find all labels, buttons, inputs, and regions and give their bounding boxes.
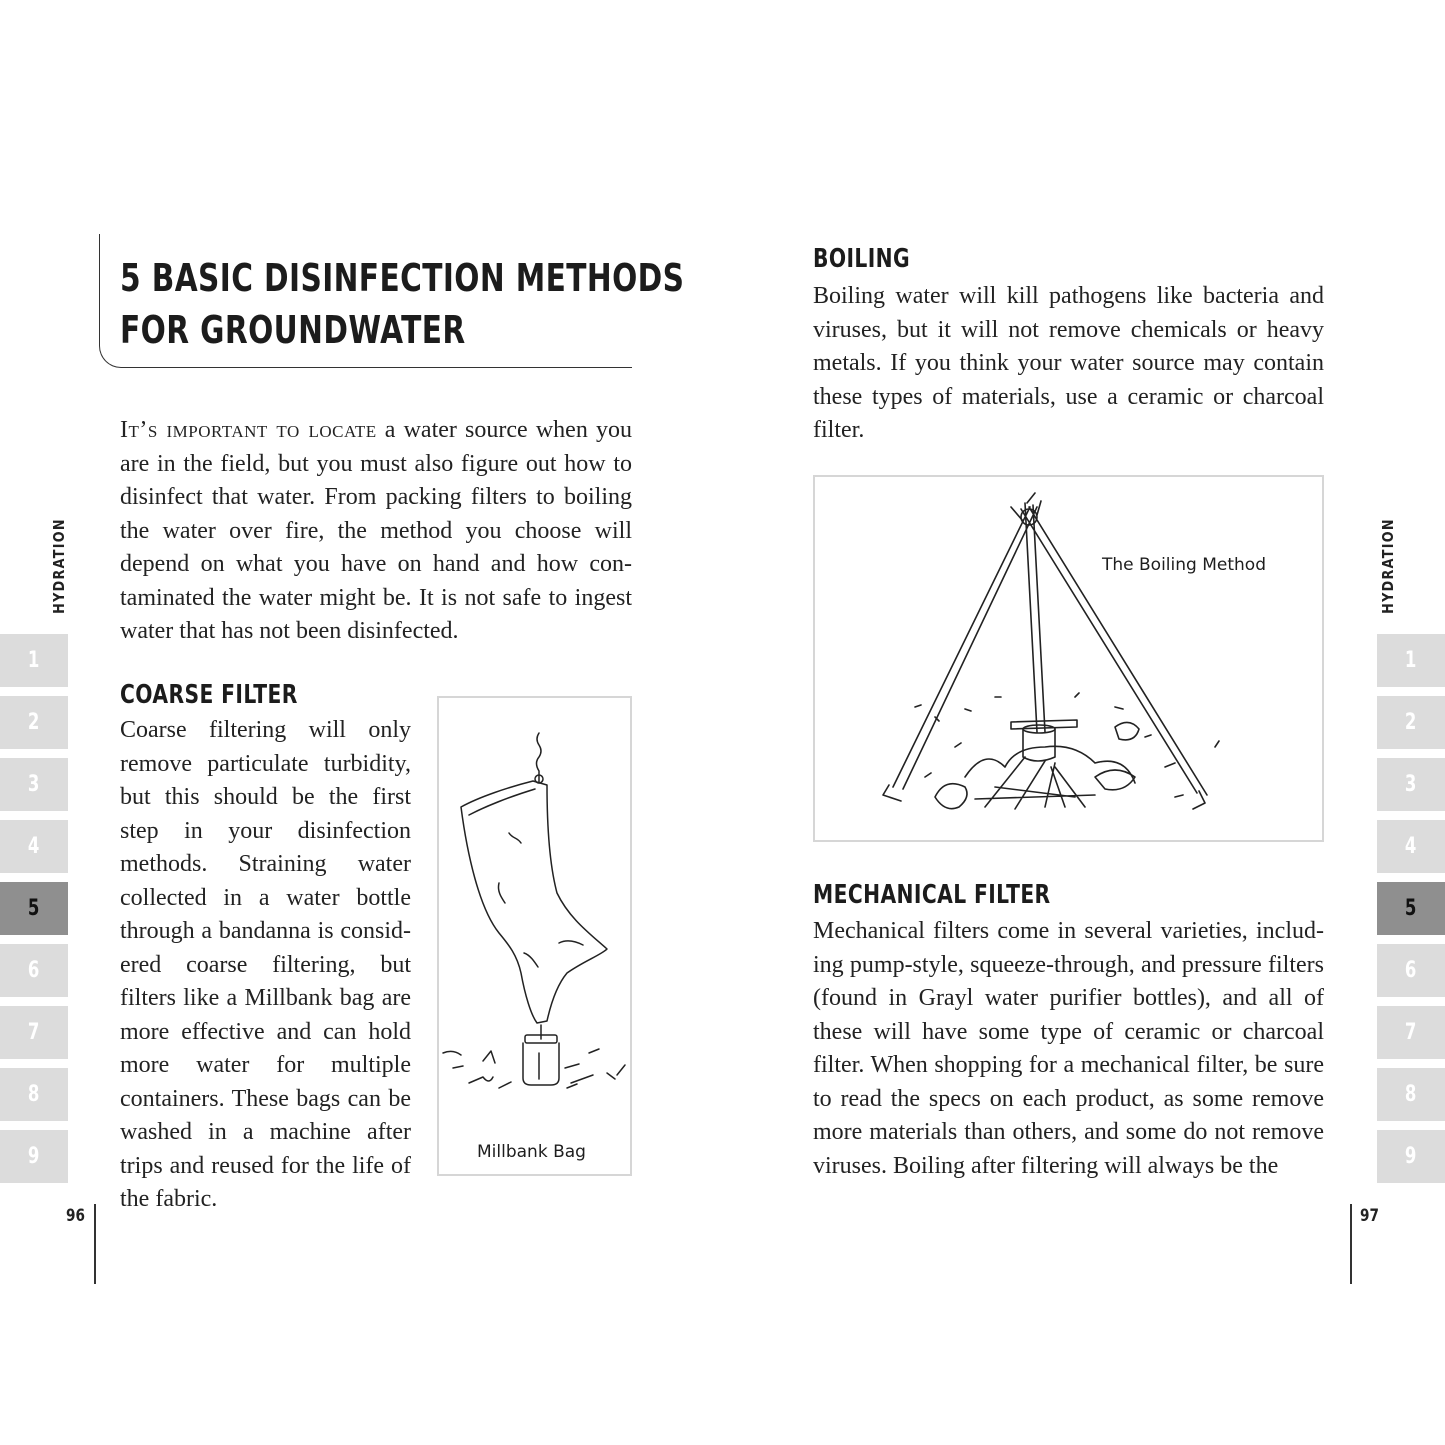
page-divider-right — [1350, 1204, 1352, 1284]
chapter-tab-7[interactable]: 7 — [1377, 1006, 1445, 1059]
intro-paragraph — [120, 414, 632, 649]
chapter-tab-5-active[interactable]: 5 — [1377, 882, 1445, 935]
chapter-tab-7[interactable]: 7 — [0, 1006, 68, 1059]
intro-text: a water source when you are in the field, but you must also figure out how to disinfect that water. From packing filters to boiling the water over fire, the method you choose will depend on what you have on hand and how contaminated the water might be. It is not safe to ingest water that has not been disinfected. — [120, 417, 632, 644]
chapter-tab-8[interactable]: 8 — [1377, 1068, 1445, 1121]
chapter-tab-9[interactable]: 9 — [1377, 1130, 1445, 1183]
page-title-line-2: FOR GROUNDWATER — [120, 308, 466, 352]
coarse-filter-paragraph: Coarse filtering will only remove particulate turbidity, but this should be the first step in your disinfection methods. Straining water collected in a water bottle through a bandanna is considered coarse filtering, but filters like a Millbank bag are more effective and can hold more water for multiple containers. These bags can be washed in a machine after trips and reused for the life of the fabric. — [120, 717, 411, 1212]
boiling-method-figure — [813, 475, 1324, 842]
page-number-right: 97 — [1360, 1206, 1379, 1226]
chapter-tab-8[interactable]: 8 — [0, 1068, 68, 1121]
coarse-filter-heading: COARSE FILTER — [120, 680, 298, 710]
page-title-line-1: 5 BASIC DISINFECTION METHODS — [120, 256, 685, 300]
chapter-tab-3[interactable]: 3 — [0, 758, 68, 811]
boiling-heading: BOILING — [813, 244, 911, 274]
section-label-left: HYDRATION — [50, 518, 68, 614]
chapter-tab-5-active[interactable]: 5 — [0, 882, 68, 935]
millbank-bag-figure — [437, 696, 632, 1176]
chapter-tab-2[interactable]: 2 — [0, 696, 68, 749]
mechanical-filter-paragraph: Mechanical filters come in several varieties, including pump-style, squeeze-through, and pressure filters (found in Grayl water purifier bottles), and all of these will have some type of ceramic or charcoal filter. When shopping for a mechanical filter, be sure to read the specs on each product, as some remove more materials than others, and some do not remove viruses. Boiling after filtering will always be the — [813, 918, 1324, 1179]
chapter-tab-6[interactable]: 6 — [0, 944, 68, 997]
mechanical-filter-heading: MECHANICAL FILTER — [813, 880, 1051, 910]
boiling-paragraph: Boiling water will kill pathogens like bacteria and viruses, but it will not remove chemicals or heavy metals. If you think your water source may contain these types of materials, use a ceramic or charcoal filter. — [813, 283, 1324, 443]
chapter-tab-4[interactable]: 4 — [1377, 820, 1445, 873]
intro-lead: It’s important to locate — [120, 417, 377, 443]
section-label-right: HYDRATION — [1379, 518, 1397, 614]
boiling-method-illustration — [815, 477, 1322, 840]
chapter-tab-2[interactable]: 2 — [1377, 696, 1445, 749]
chapter-tab-9[interactable]: 9 — [0, 1130, 68, 1183]
chapter-tab-3[interactable]: 3 — [1377, 758, 1445, 811]
page-divider-left — [94, 1204, 96, 1284]
page-title — [120, 252, 684, 356]
millbank-bag-caption: Millbank Bag — [477, 1142, 586, 1162]
chapter-tab-1[interactable]: 1 — [0, 634, 68, 687]
chapter-tab-1[interactable]: 1 — [1377, 634, 1445, 687]
page-number-left: 96 — [66, 1206, 85, 1226]
chapter-tab-4[interactable]: 4 — [0, 820, 68, 873]
boiling-method-caption: The Boiling Method — [1102, 555, 1266, 575]
chapter-tab-6[interactable]: 6 — [1377, 944, 1445, 997]
millbank-bag-illustration — [439, 723, 630, 1123]
